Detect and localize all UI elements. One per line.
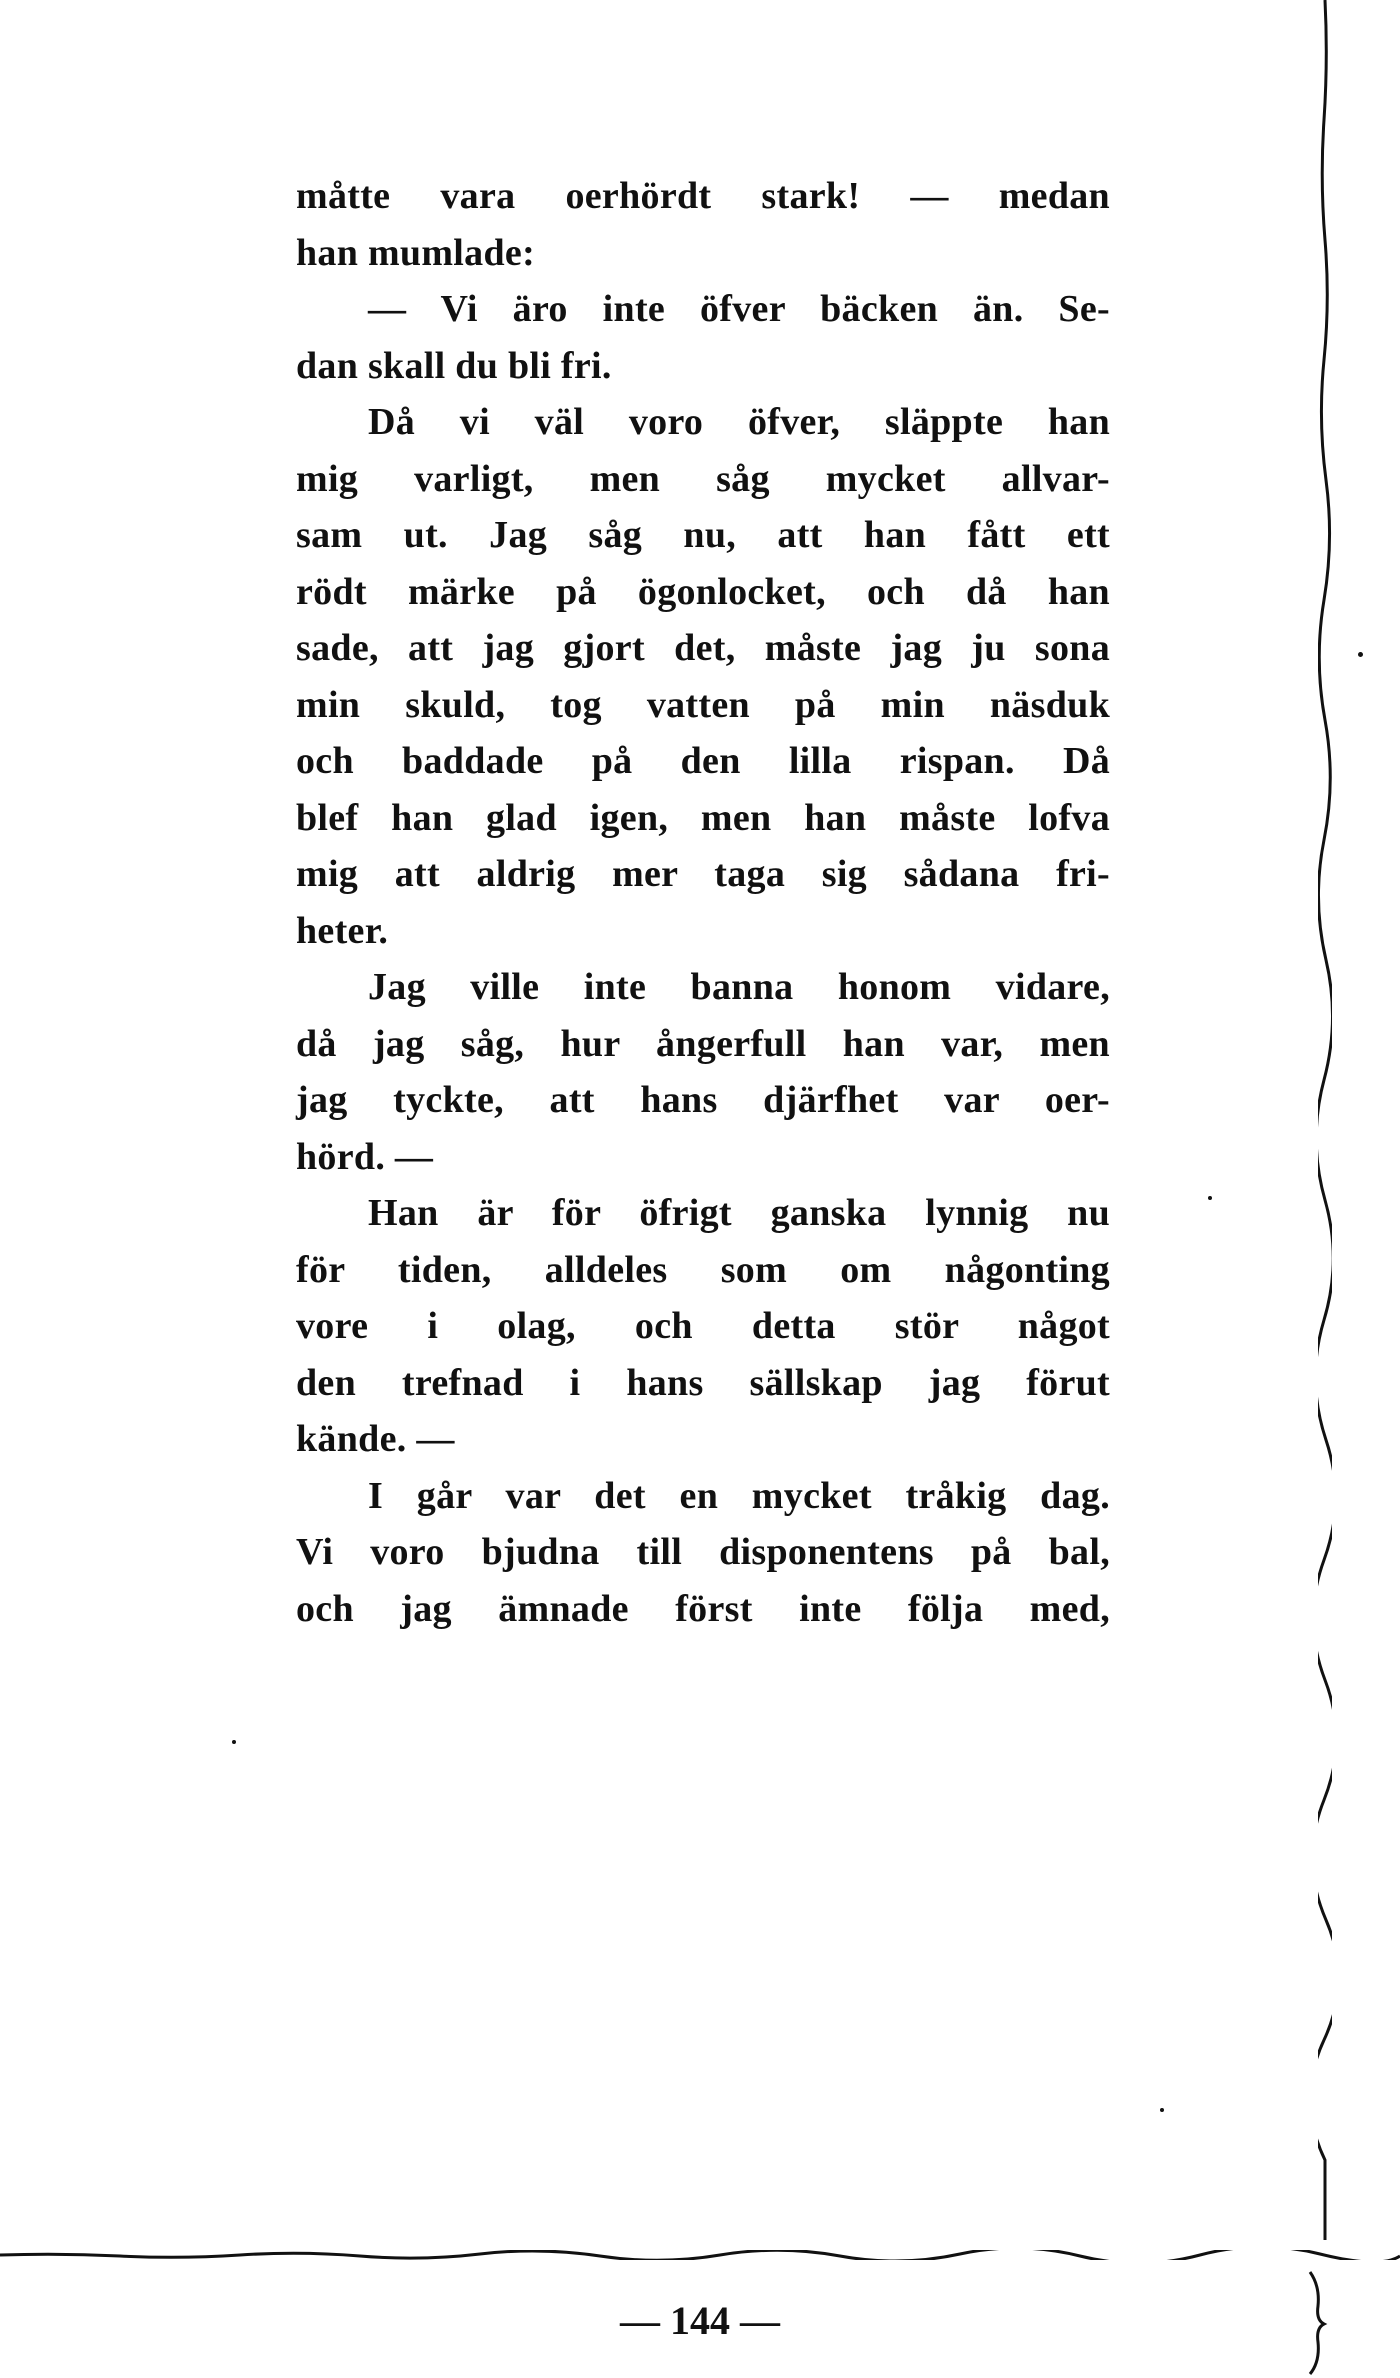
text-line-13: mig att aldrig mer taga sig sådana fri- [296, 853, 1110, 895]
text-line-9: sade, att jag gjort det, måste jag ju sona [296, 627, 1110, 669]
text-line-6: mig varligt, men såg mycket allvar- [296, 457, 1110, 500]
speck-mark [1208, 1196, 1212, 1200]
text-line-20: för tiden, alldeles som om någonting [296, 1248, 1110, 1291]
text-line-3: — Vi äro inte öfver bäcken än. Se- [368, 288, 1110, 330]
text-line-25: Vi voro bjudna till disponentens på bal, [296, 1531, 1110, 1573]
text-line-8: rödt märke på ögonlocket, och då han [296, 570, 1110, 613]
text-line-15: Jag ville inte banna honom vidare, [368, 966, 1110, 1008]
text-line-5: Då vi väl voro öfver, släppte han [368, 401, 1110, 443]
speck-mark [232, 1740, 236, 1744]
text-line-23: kände. — [296, 1418, 455, 1460]
text-line-16: då jag såg, hur ångerfull han var, men [296, 1022, 1110, 1065]
text-line-11: och baddade på den lilla rispan. Då [296, 740, 1110, 782]
text-line-12: blef han glad igen, men han måste lofva [296, 796, 1110, 839]
text-line-7: sam ut. Jag såg nu, att han fått ett [296, 514, 1110, 556]
speck-mark [1160, 2108, 1164, 2112]
horizontal-divider [0, 2250, 1400, 2260]
text-line-22: den trefnad i hans sällskap jag förut [296, 1361, 1110, 1404]
text-line-24: I går var det en mycket tråkig dag. [368, 1474, 1110, 1517]
speck-mark [1358, 652, 1363, 657]
text-line-4: dan skall du bli fri. [296, 344, 612, 387]
text-line-18: hörd. — [296, 1135, 434, 1178]
text-line-19: Han är för öfrigt ganska lynnig nu [368, 1192, 1110, 1234]
text-line-21: vore i olag, och detta stör något [296, 1305, 1110, 1347]
text-line-14: heter. [296, 909, 389, 952]
body-text [296, 168, 1110, 1637]
text-line-10: min skuld, tog vatten på min näsduk [296, 683, 1110, 726]
text-line-1: måtte vara oerhördt stark! — medan [296, 175, 1110, 217]
page-number: — 144 — [620, 2298, 780, 2343]
text-line-17: jag tyckte, att hans djärfhet var oer- [296, 1079, 1110, 1121]
text-line-2: han mumlade: [296, 231, 536, 274]
wavy-border-line [1318, 0, 1332, 2240]
text-line-26: och jag ämnade först inte följa med, [296, 1587, 1110, 1630]
